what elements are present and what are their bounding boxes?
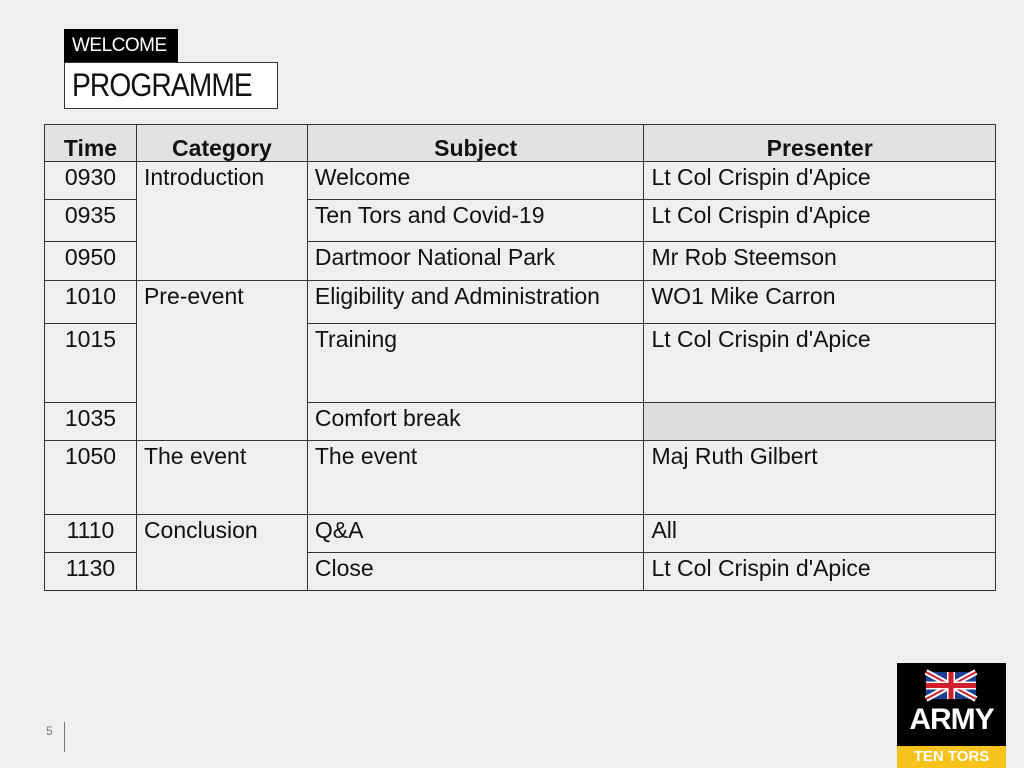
- cell-subject: Dartmoor National Park: [307, 242, 644, 281]
- cell-presenter: Lt Col Crispin d'Apice: [644, 324, 996, 403]
- cell-subject: Close: [307, 553, 644, 591]
- cell-presenter: [644, 403, 996, 441]
- section-tag: WELCOME: [64, 29, 178, 62]
- page-title: [64, 62, 278, 109]
- cell-presenter: Mr Rob Steemson: [644, 242, 996, 281]
- cell-category: Introduction: [136, 162, 307, 281]
- cell-presenter: Lt Col Crispin d'Apice: [644, 553, 996, 591]
- cell-time: 1050: [45, 441, 137, 515]
- header-time: Time: [45, 125, 137, 162]
- cell-presenter: Lt Col Crispin d'Apice: [644, 200, 996, 242]
- union-flag-icon: [897, 663, 1006, 703]
- cell-time: 0930: [45, 162, 137, 200]
- programme-table: [44, 124, 996, 591]
- cell-time: 0935: [45, 200, 137, 242]
- cell-subject: Q&A: [307, 515, 644, 553]
- cell-time: 1015: [45, 324, 137, 403]
- table-row: [45, 162, 996, 200]
- cell-subject: Eligibility and Administration: [307, 281, 644, 324]
- cell-subject: Ten Tors and Covid-19: [307, 200, 644, 242]
- cell-presenter: Maj Ruth Gilbert: [644, 441, 996, 515]
- cell-subject: Welcome: [307, 162, 644, 200]
- logo-strip: TEN TORS: [897, 746, 1006, 768]
- cell-time: 1010: [45, 281, 137, 324]
- table-header-row: [45, 125, 996, 162]
- header-presenter: Presenter: [644, 125, 996, 162]
- header-category: Category: [136, 125, 307, 162]
- cell-time: 1130: [45, 553, 137, 591]
- cell-subject: Comfort break: [307, 403, 644, 441]
- table-row: [45, 515, 996, 553]
- cell-presenter: All: [644, 515, 996, 553]
- cell-category: Pre-event: [136, 281, 307, 441]
- cell-category: The event: [136, 441, 307, 515]
- cell-presenter: WO1 Mike Carron: [644, 281, 996, 324]
- table-row: [45, 281, 996, 324]
- army-ten-tors-logo: [897, 663, 1006, 768]
- cell-subject: Training: [307, 324, 644, 403]
- page-title-text: PROGRAMME: [72, 67, 252, 103]
- table-row: [45, 441, 996, 515]
- slide-number-divider: [64, 722, 65, 752]
- cell-time: 1110: [45, 515, 137, 553]
- cell-category: Conclusion: [136, 515, 307, 591]
- logo-wordmark: ARMY: [909, 703, 994, 736]
- cell-time: 0950: [45, 242, 137, 281]
- cell-time: 1035: [45, 403, 137, 441]
- cell-subject: The event: [307, 441, 644, 515]
- slide-number: 5: [46, 724, 53, 738]
- cell-presenter: Lt Col Crispin d'Apice: [644, 162, 996, 200]
- header-subject: Subject: [307, 125, 644, 162]
